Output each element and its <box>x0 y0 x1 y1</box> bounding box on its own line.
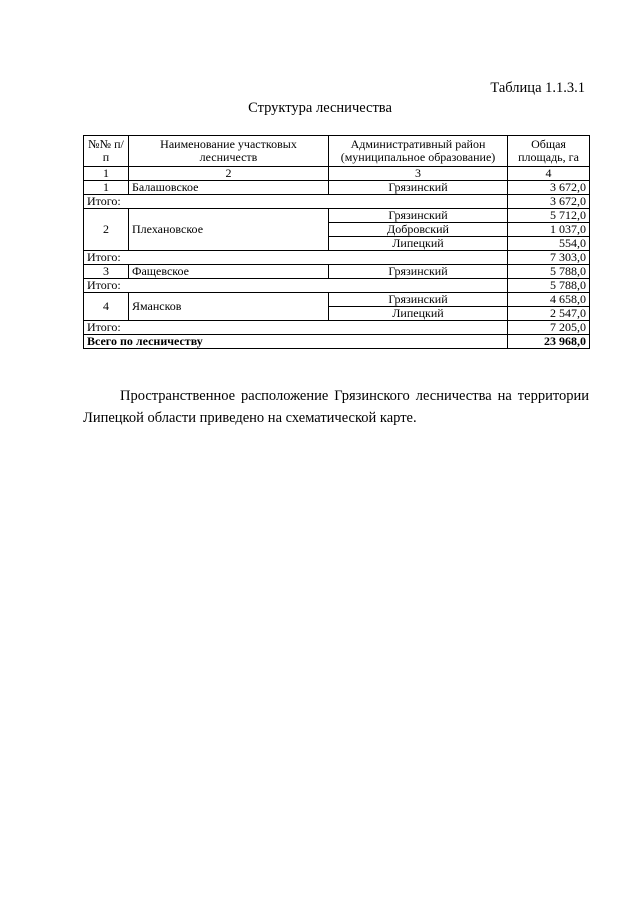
header-total-area: Общая площадь, га <box>508 136 590 167</box>
column-number-row <box>84 167 590 181</box>
district-area: 3 672,0 <box>508 181 590 195</box>
subtotal-row <box>84 279 590 293</box>
forestry-name: Ямансков <box>129 293 329 321</box>
district-name: Грязинский <box>329 209 508 223</box>
table-title: Структура лесничества <box>248 100 392 116</box>
subtotal-label: Итого: <box>84 279 508 293</box>
district-name: Липецкий <box>329 307 508 321</box>
forestry-name: Балашовское <box>129 181 329 195</box>
table-row <box>84 181 590 195</box>
forestry-number: 4 <box>84 293 129 321</box>
district-area: 1 037,0 <box>508 223 590 237</box>
district-name: Липецкий <box>329 237 508 251</box>
district-area: 5 712,0 <box>508 209 590 223</box>
district-name: Добровский <box>329 223 508 237</box>
subtotal-label: Итого: <box>84 321 508 335</box>
subtotal-label: Итого: <box>84 251 508 265</box>
grand-total-row <box>84 335 590 349</box>
header-district: Административный район (муниципальное образование) <box>329 136 508 167</box>
column-number: 2 <box>129 167 329 181</box>
table-row <box>84 265 590 279</box>
header-forestry-name: Наименование участковых лесничеств <box>129 136 329 167</box>
district-area: 554,0 <box>508 237 590 251</box>
grand-total-value: 23 968,0 <box>508 335 590 349</box>
body-paragraph: Пространственное расположение Грязинского лесничества на территории Липецкой области приведено на схематической карте. <box>83 388 589 426</box>
table-header-row <box>84 136 590 167</box>
district-area: 4 658,0 <box>508 293 590 307</box>
district-name: Грязинский <box>329 265 508 279</box>
header-number: №№ п/п <box>84 136 129 167</box>
district-area: 2 547,0 <box>508 307 590 321</box>
column-number: 3 <box>329 167 508 181</box>
subtotal-value: 5 788,0 <box>508 279 590 293</box>
subtotal-label: Итого: <box>84 195 508 209</box>
forestry-name: Плехановское <box>129 209 329 251</box>
table-number-label: Таблица 1.1.3.1 <box>490 80 585 96</box>
forestry-number: 1 <box>84 181 129 195</box>
district-name: Грязинский <box>329 293 508 307</box>
subtotal-value: 7 205,0 <box>508 321 590 335</box>
column-number: 1 <box>84 167 129 181</box>
table-row <box>84 293 590 307</box>
subtotal-value: 3 672,0 <box>508 195 590 209</box>
forestry-structure-table <box>83 135 590 349</box>
subtotal-row <box>84 195 590 209</box>
subtotal-row <box>84 251 590 265</box>
forestry-name: Фащевское <box>129 265 329 279</box>
subtotal-row <box>84 321 590 335</box>
column-number: 4 <box>508 167 590 181</box>
district-name: Грязинский <box>329 181 508 195</box>
table-row <box>84 209 590 223</box>
forestry-number: 3 <box>84 265 129 279</box>
grand-total-label: Всего по лесничеству <box>84 335 508 349</box>
forestry-number: 2 <box>84 209 129 251</box>
subtotal-value: 7 303,0 <box>508 251 590 265</box>
district-area: 5 788,0 <box>508 265 590 279</box>
